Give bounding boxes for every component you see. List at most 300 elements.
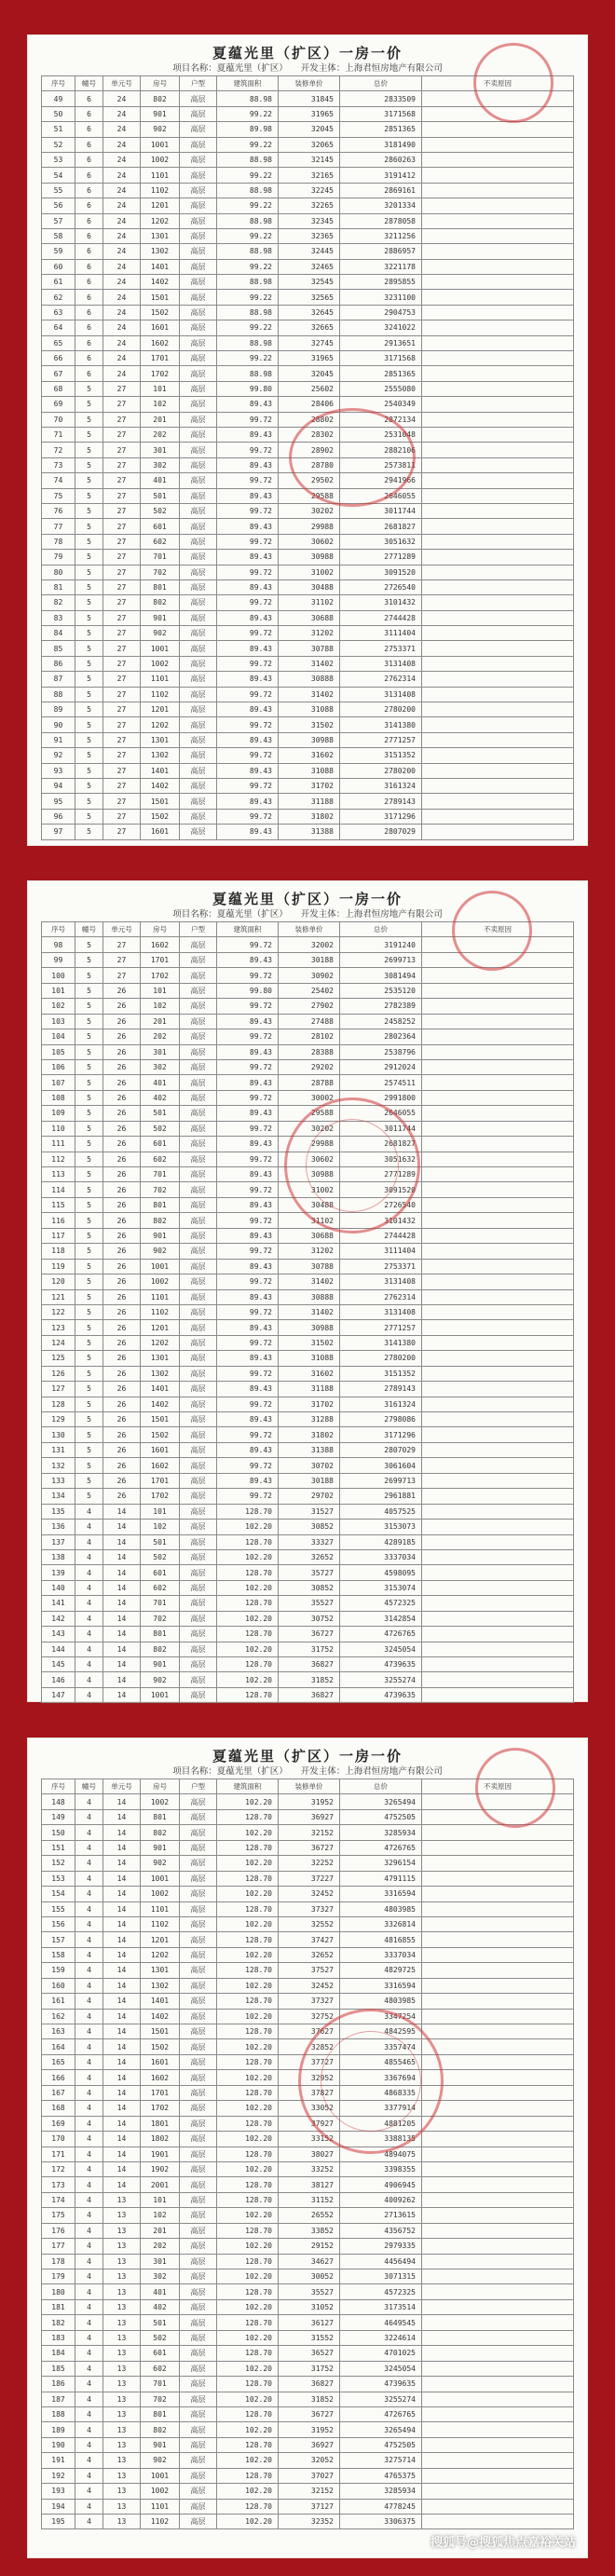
table-cell: 32245 — [279, 183, 340, 198]
table-cell: 高层 — [180, 2054, 217, 2069]
table-cell: 301 — [141, 1044, 180, 1059]
table-cell: 高层 — [180, 1565, 217, 1580]
table-row — [42, 335, 574, 350]
table-cell: 高层 — [180, 1549, 217, 1564]
table-cell: 高层 — [180, 2223, 217, 2238]
table-cell: 83 — [42, 610, 75, 625]
table-cell — [422, 2070, 574, 2085]
table-row — [42, 1137, 574, 1152]
table-row — [42, 2070, 574, 2085]
table-cell: 89.43 — [217, 794, 279, 809]
table-cell: 高层 — [180, 610, 217, 625]
table-cell: 5 — [75, 1489, 103, 1504]
table-row — [42, 122, 574, 137]
table-cell: 4 — [75, 1809, 103, 1824]
table-row — [42, 1473, 574, 1488]
table-cell: 高层 — [180, 1197, 217, 1212]
table-cell: 186 — [42, 2377, 75, 2392]
table-cell: 高层 — [180, 1520, 217, 1534]
table-cell: 3141380 — [340, 1335, 422, 1350]
table-cell: 128.70 — [217, 2377, 279, 2392]
table-cell: 高层 — [180, 550, 217, 565]
table-cell — [422, 1059, 574, 1074]
table-cell: 27488 — [279, 1014, 340, 1029]
table-cell: 13 — [103, 2284, 141, 2299]
table-cell: 32545 — [279, 275, 340, 290]
table-cell: 126 — [42, 1366, 75, 1381]
table-cell: 151 — [42, 1840, 75, 1855]
table-cell: 35527 — [279, 1596, 340, 1611]
table-cell: 高层 — [180, 228, 217, 243]
table-cell: 602 — [141, 534, 180, 549]
table-cell — [422, 2453, 574, 2468]
table-row — [42, 626, 574, 641]
table-cell: 89.43 — [217, 1320, 279, 1335]
table-cell: 32165 — [279, 168, 340, 183]
table-cell: 49 — [42, 91, 75, 106]
table-cell: 14 — [103, 1947, 141, 1962]
table-cell: 36927 — [279, 1809, 340, 1824]
table-cell — [422, 183, 574, 198]
table-row — [42, 1059, 574, 1074]
table-cell: 高层 — [180, 1137, 217, 1152]
table-cell — [422, 1916, 574, 1931]
table-cell: 143 — [42, 1627, 75, 1642]
table-cell: 89.43 — [217, 519, 279, 534]
table-cell: 99.22 — [217, 137, 279, 152]
table-cell — [422, 2054, 574, 2069]
table-cell: 501 — [141, 2315, 180, 2330]
table-cell: 3161324 — [340, 1397, 422, 1411]
table-cell: 128.70 — [217, 2177, 279, 2192]
table-cell: 31952 — [279, 1794, 340, 1809]
table-cell — [422, 656, 574, 671]
table-cell: 101 — [141, 381, 180, 396]
project-label: 项目名称：夏蕴光里（扩区） — [172, 1766, 288, 1777]
table-cell — [422, 351, 574, 366]
table-cell — [422, 809, 574, 824]
table-cell: 302 — [141, 457, 180, 472]
table-cell: 4572325 — [340, 2284, 422, 2299]
table-cell: 4 — [75, 2101, 103, 2116]
table-cell: 3171296 — [340, 1427, 422, 1442]
table-cell — [422, 366, 574, 381]
table-cell: 128.70 — [217, 1565, 279, 1580]
table-cell: 27 — [103, 732, 141, 747]
table-cell: 3357474 — [340, 2039, 422, 2054]
table-row — [42, 2468, 574, 2483]
table-cell: 2744428 — [340, 610, 422, 625]
table-cell: 高层 — [180, 1611, 217, 1626]
table-cell: 99.72 — [217, 1213, 279, 1228]
table-cell: 117 — [42, 1228, 75, 1243]
table-cell: 37327 — [279, 1994, 340, 2009]
table-cell: 27 — [103, 825, 141, 839]
table-row — [42, 550, 574, 565]
table-cell — [422, 2024, 574, 2039]
table-cell — [422, 2315, 574, 2330]
table-cell — [422, 1228, 574, 1243]
table-cell — [422, 672, 574, 687]
table-cell: 26 — [103, 1304, 141, 1319]
table-cell: 13 — [103, 2192, 141, 2207]
table-cell — [422, 687, 574, 702]
table-cell: 149 — [42, 1809, 75, 1824]
table-cell: 99.72 — [217, 1029, 279, 1044]
table-cell: 27 — [103, 550, 141, 565]
table-cell — [422, 519, 574, 534]
table-cell: 37327 — [279, 1901, 340, 1916]
table-row — [42, 2453, 574, 2468]
table-row — [42, 717, 574, 732]
table-cell: 32065 — [279, 137, 340, 152]
table-cell: 4 — [75, 1825, 103, 1840]
table-cell: 99.72 — [217, 1304, 279, 1319]
table-cell: 137 — [42, 1534, 75, 1549]
table-cell: 4765375 — [340, 2468, 422, 2483]
table-cell: 29152 — [279, 2239, 340, 2254]
table-cell: 114 — [42, 1182, 75, 1197]
table-row — [42, 1565, 574, 1580]
table-cell: 1802 — [141, 2132, 180, 2147]
table-cell: 30988 — [279, 732, 340, 747]
table-cell: 高层 — [180, 641, 217, 656]
table-cell: 32745 — [279, 335, 340, 350]
table-cell: 31502 — [279, 717, 340, 732]
table-row — [42, 1397, 574, 1411]
table-cell: 4 — [75, 1657, 103, 1672]
table-cell: 高层 — [180, 152, 217, 167]
table-cell: 13 — [103, 2515, 141, 2529]
table-cell: 902 — [141, 626, 180, 641]
table-cell: 高层 — [180, 1213, 217, 1228]
table-cell: 188 — [42, 2406, 75, 2421]
table-cell: 81 — [42, 579, 75, 594]
table-cell: 高层 — [180, 732, 217, 747]
table-row — [42, 1029, 574, 1044]
table-cell: 高层 — [180, 672, 217, 687]
table-cell: 31702 — [279, 778, 340, 793]
table-cell: 4356752 — [340, 2223, 422, 2238]
table-cell: 1101 — [141, 672, 180, 687]
table-cell — [422, 1687, 574, 1702]
table-cell: 502 — [141, 1549, 180, 1564]
table-cell: 89.43 — [217, 1137, 279, 1152]
table-cell: 88.98 — [217, 183, 279, 198]
table-cell: 99.72 — [217, 534, 279, 549]
table-cell: 1102 — [141, 1916, 180, 1931]
table-cell: 102.20 — [217, 2269, 279, 2284]
table-row — [42, 2346, 574, 2361]
table-row — [42, 457, 574, 472]
table-cell — [422, 1167, 574, 1182]
table-row — [42, 1044, 574, 1059]
table-cell: 1002 — [141, 656, 180, 671]
table-cell: 26 — [103, 1366, 141, 1381]
table-cell: 14 — [103, 1611, 141, 1626]
table-cell: 5 — [75, 1320, 103, 1335]
table-cell — [422, 1901, 574, 1916]
table-cell: 29502 — [279, 473, 340, 488]
table-row — [42, 825, 574, 839]
table-cell — [422, 427, 574, 442]
table-row — [42, 1825, 574, 1840]
table-cell: 高层 — [180, 748, 217, 763]
table-row — [42, 794, 574, 809]
table-cell: 58 — [42, 228, 75, 243]
table-cell: 27 — [103, 672, 141, 687]
table-cell: 32645 — [279, 305, 340, 320]
table-cell: 37127 — [279, 2499, 340, 2514]
table-cell — [422, 1213, 574, 1228]
table-cell: 3231100 — [340, 290, 422, 305]
table-cell: 2780200 — [340, 702, 422, 717]
table-cell: 88.98 — [217, 335, 279, 350]
table-cell: 高层 — [180, 1871, 217, 1886]
table-cell: 2001 — [141, 2177, 180, 2192]
table-cell: 26 — [103, 1382, 141, 1397]
table-cell — [422, 1611, 574, 1626]
table-cell: 901 — [141, 1657, 180, 1672]
table-cell: 801 — [141, 1627, 180, 1642]
table-cell: 102 — [141, 2208, 180, 2223]
table-cell — [422, 2116, 574, 2131]
table-cell: 26 — [103, 1335, 141, 1350]
table-cell: 1001 — [141, 137, 180, 152]
table-row — [42, 244, 574, 259]
table-cell: 高层 — [180, 2208, 217, 2223]
table-cell: 4 — [75, 2406, 103, 2421]
table-cell: 59 — [42, 244, 75, 259]
table-cell: 3255274 — [340, 1672, 422, 1687]
table-cell: 1301 — [141, 1963, 180, 1978]
table-cell: 1202 — [141, 213, 180, 228]
table-row — [42, 2161, 574, 2176]
table-cell: 2991800 — [340, 1090, 422, 1105]
table-cell — [422, 1473, 574, 1488]
table-cell — [422, 1397, 574, 1411]
table-row — [42, 2177, 574, 2192]
table-cell — [422, 1382, 574, 1397]
table-cell: 5 — [75, 1351, 103, 1366]
table-cell: 高层 — [180, 1320, 217, 1335]
table-cell: 高层 — [180, 1427, 217, 1442]
table-row — [42, 137, 574, 152]
table-cell: 高层 — [180, 1856, 217, 1871]
table-cell: 27 — [103, 952, 141, 967]
table-cell: 4739635 — [340, 2377, 422, 2392]
table-cell: 14 — [103, 1994, 141, 2009]
table-cell: 6 — [75, 366, 103, 381]
table-cell: 53 — [42, 152, 75, 167]
table-cell: 102.20 — [217, 2132, 279, 2147]
table-cell: 802 — [141, 1213, 180, 1228]
column-header: 户型 — [180, 76, 217, 91]
table-cell: 高层 — [180, 1489, 217, 1504]
table-cell: 高层 — [180, 809, 217, 824]
table-cell — [422, 122, 574, 137]
table-cell: 2574511 — [340, 1075, 422, 1090]
table-cell — [422, 1825, 574, 1840]
table-cell: 171 — [42, 2147, 75, 2161]
table-cell: 147 — [42, 1687, 75, 1702]
table-cell: 24 — [103, 213, 141, 228]
table-cell: 32852 — [279, 2039, 340, 2054]
table-cell: 32665 — [279, 320, 340, 335]
table-cell: 5 — [75, 579, 103, 594]
table-cell — [422, 2254, 574, 2269]
table-cell: 高层 — [180, 2392, 217, 2406]
table-cell: 99.80 — [217, 381, 279, 396]
table-cell — [422, 412, 574, 427]
table-cell: 3221178 — [340, 259, 422, 274]
table-cell — [422, 152, 574, 167]
table-cell: 128.70 — [217, 1596, 279, 1611]
table-cell — [422, 2132, 574, 2147]
table-cell: 5 — [75, 1412, 103, 1427]
table-cell: 1401 — [141, 1382, 180, 1397]
table-cell — [422, 778, 574, 793]
table-cell: 4752505 — [340, 1809, 422, 1824]
table-cell: 1402 — [141, 275, 180, 290]
table-cell: 高层 — [180, 825, 217, 839]
table-row — [42, 2208, 574, 2223]
table-cell: 902 — [141, 2453, 180, 2468]
table-cell: 4 — [75, 2499, 103, 2514]
table-cell: 102.20 — [217, 2299, 279, 2314]
table-row — [42, 228, 574, 243]
table-cell: 3211256 — [340, 228, 422, 243]
table-cell: 89.43 — [217, 1351, 279, 1366]
table-cell: 14 — [103, 1825, 141, 1840]
table-cell: 102.20 — [217, 1947, 279, 1962]
table-cell: 402 — [141, 1090, 180, 1105]
table-cell: 61 — [42, 275, 75, 290]
table-cell: 102.20 — [217, 2039, 279, 2054]
table-row — [42, 106, 574, 121]
table-cell: 1502 — [141, 809, 180, 824]
table-cell: 高层 — [180, 106, 217, 121]
table-cell: 4 — [75, 1549, 103, 1564]
table-cell — [422, 168, 574, 183]
table-cell: 167 — [42, 2085, 75, 2100]
table-cell: 4 — [75, 2361, 103, 2376]
table-cell: 121 — [42, 1289, 75, 1304]
table-row — [42, 1596, 574, 1611]
table-cell: 88.98 — [217, 275, 279, 290]
table-cell: 34627 — [279, 2254, 340, 2269]
table-cell — [422, 1244, 574, 1259]
table-cell — [422, 1932, 574, 1947]
table-cell: 6 — [75, 213, 103, 228]
table-cell: 高层 — [180, 1458, 217, 1473]
table-cell: 14 — [103, 1657, 141, 1672]
table-cell: 高层 — [180, 2515, 217, 2529]
table-cell: 26 — [103, 1244, 141, 1259]
table-cell — [422, 1840, 574, 1855]
table-cell: 4726765 — [340, 2406, 422, 2421]
table-cell: 2771289 — [340, 550, 422, 565]
table-cell: 118 — [42, 1244, 75, 1259]
table-cell: 99.72 — [217, 1121, 279, 1136]
column-header: 装修单价 — [279, 922, 340, 937]
table-cell: 31527 — [279, 1504, 340, 1519]
table-cell: 4881205 — [340, 2116, 422, 2131]
table-cell: 401 — [141, 2284, 180, 2299]
table-cell: 4 — [75, 1596, 103, 1611]
table-cell: 89.43 — [217, 610, 279, 625]
table-cell: 102.20 — [217, 2453, 279, 2468]
table-cell: 901 — [141, 1840, 180, 1855]
table-cell: 106 — [42, 1059, 75, 1074]
table-cell — [422, 1366, 574, 1381]
table-cell: 4868335 — [340, 2085, 422, 2100]
table-cell: 高层 — [180, 122, 217, 137]
table-cell — [422, 381, 574, 396]
table-cell: 31188 — [279, 794, 340, 809]
table-cell: 高层 — [180, 687, 217, 702]
table-cell: 2713615 — [340, 2208, 422, 2223]
table-cell: 76 — [42, 503, 75, 518]
table-cell: 66 — [42, 351, 75, 366]
table-cell: 102.20 — [217, 2422, 279, 2437]
table-row — [42, 1856, 574, 1871]
table-cell: 159 — [42, 1963, 75, 1978]
table-cell — [422, 2484, 574, 2499]
table-row — [42, 443, 574, 457]
table-cell: 161 — [42, 1994, 75, 2009]
table-cell: 99.22 — [217, 228, 279, 243]
table-cell: 801 — [141, 2406, 180, 2421]
table-cell: 30888 — [279, 1289, 340, 1304]
table-cell: 89.43 — [217, 1014, 279, 1029]
table-cell: 2860263 — [340, 152, 422, 167]
table-cell: 6 — [75, 244, 103, 259]
table-cell: 4 — [75, 2269, 103, 2284]
table-cell: 6 — [75, 335, 103, 350]
table-cell: 1402 — [141, 1397, 180, 1411]
price-sheet-1 — [28, 35, 587, 845]
table-cell: 32045 — [279, 122, 340, 137]
table-cell: 14 — [103, 1887, 141, 1901]
table-cell: 88.98 — [217, 152, 279, 167]
table-cell: 24 — [103, 91, 141, 106]
table-cell: 99.72 — [217, 1244, 279, 1259]
column-header: 总价 — [340, 1779, 422, 1794]
table-cell: 高层 — [180, 2024, 217, 2039]
table-row — [42, 565, 574, 579]
table-cell: 31088 — [279, 763, 340, 778]
table-cell: 129 — [42, 1412, 75, 1427]
table-row — [42, 2406, 574, 2421]
table-cell: 高层 — [180, 1412, 217, 1427]
table-cell: 102.20 — [217, 1978, 279, 1993]
table-cell: 27 — [103, 473, 141, 488]
table-cell: 145 — [42, 1657, 75, 1672]
table-cell: 3245054 — [340, 1642, 422, 1656]
table-cell: 4 — [75, 2468, 103, 2483]
table-cell: 89.43 — [217, 1442, 279, 1457]
table-cell: 4 — [75, 1871, 103, 1886]
table-cell: 高层 — [180, 2147, 217, 2161]
table-cell: 5 — [75, 763, 103, 778]
table-cell: 3316594 — [340, 1978, 422, 1993]
table-cell: 99.72 — [217, 1274, 279, 1289]
table-cell: 67 — [42, 366, 75, 381]
table-cell: 31052 — [279, 2299, 340, 2314]
table-cell: 2699713 — [340, 952, 422, 967]
table-cell: 3131408 — [340, 656, 422, 671]
